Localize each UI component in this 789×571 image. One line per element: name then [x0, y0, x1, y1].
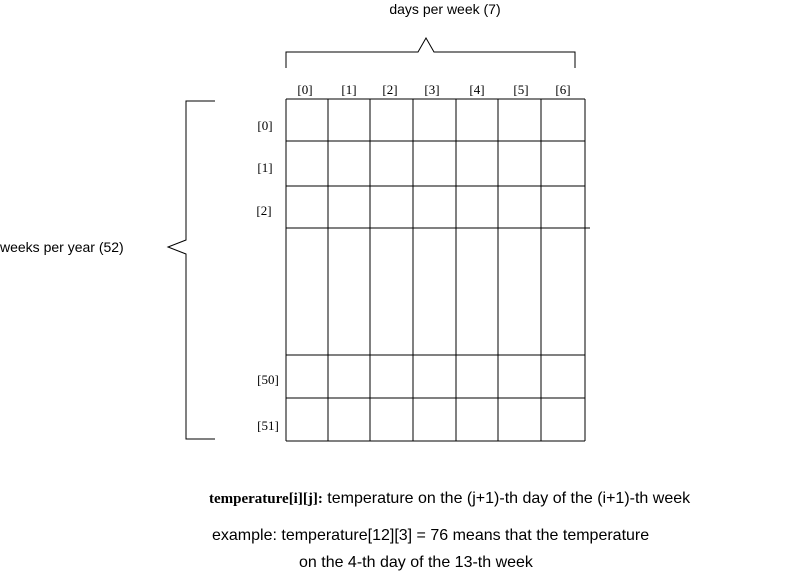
column-index-label: [5]	[513, 82, 529, 97]
definition-meaning: temperature on the (j+1)-th day of the (i+1)-th week	[322, 490, 691, 507]
row-index-label: [0]	[257, 118, 273, 133]
row-index-label: [1]	[257, 160, 273, 175]
days-brace	[286, 38, 575, 68]
column-index-label: [2]	[382, 82, 398, 97]
row-index-label: [2]	[256, 203, 272, 218]
column-index-label: [0]	[297, 82, 313, 97]
column-index-label: [3]	[424, 82, 440, 97]
weeks-brace	[168, 101, 215, 439]
row-index-label: [50]	[257, 372, 279, 387]
column-index-label: [6]	[555, 82, 571, 97]
array-grid	[286, 99, 590, 441]
example-line-2: on the 4-th day of the 13-th week	[299, 554, 533, 571]
weeks-per-year-label: weeks per year (52)	[0, 239, 124, 255]
example-line-1: example: temperature[12][3] = 76 means that the temperature	[212, 527, 650, 544]
column-index-label: [1]	[341, 82, 357, 97]
column-index-label: [4]	[469, 82, 485, 97]
days-per-week-label: days per week (7)	[389, 1, 501, 17]
definition-line	[209, 490, 691, 507]
definition-term: temperature[i][j]:	[209, 491, 323, 507]
row-index-labels	[256, 118, 278, 433]
column-index-labels	[297, 82, 570, 97]
row-index-label: [51]	[257, 418, 279, 433]
